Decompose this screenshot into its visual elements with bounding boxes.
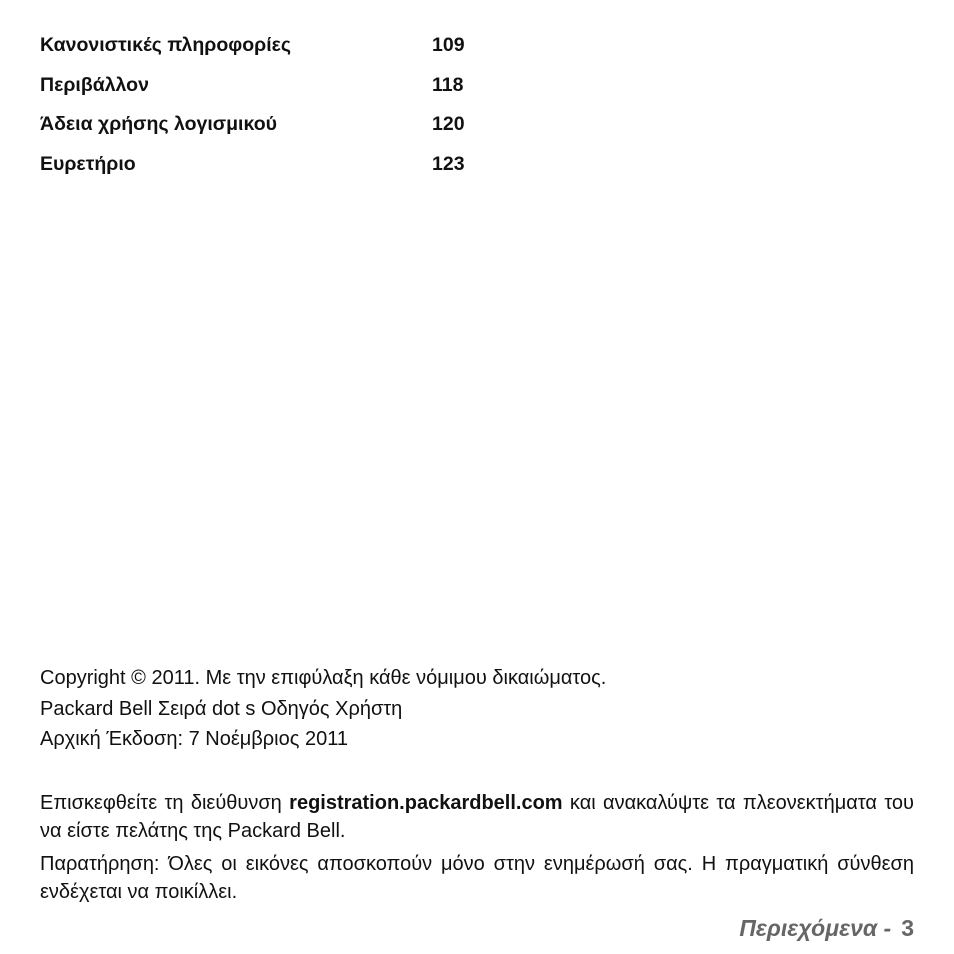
footer-section-title: Περιεχόμενα - — [739, 915, 892, 941]
table-of-contents — [40, 34, 480, 192]
toc-entry-regulatory[interactable] — [40, 34, 480, 74]
toc-entry-page: 109 — [432, 34, 465, 56]
registration-text-post: και ανακαλύψτε τα πλεονεκτήματα του να είστε πελάτης της Packard Bell. — [40, 792, 914, 842]
toc-entry-title: Άδεια χρήσης λογισμικού — [40, 113, 277, 135]
registration-paragraph — [40, 790, 914, 845]
copyright-line: Copyright © 2011. Με την επιφύλαξη κάθε νόμιμου δικαιώματος. — [40, 667, 607, 689]
toc-entry-software-license[interactable] — [40, 113, 480, 153]
edition-line: Αρχική Έκδοση: 7 Νοέμβριος 2011 — [40, 728, 348, 750]
toc-entry-title: Κανονιστικές πληροφορίες — [40, 34, 292, 56]
copyright-block — [40, 663, 606, 755]
toc-entry-page: 120 — [432, 113, 465, 135]
toc-entry-title: Περιβάλλον — [40, 73, 149, 96]
note-paragraph: Παρατήρηση: Όλες οι εικόνες αποσκοπούν μόνο στην ενημέρωσή σας. Η πραγματική σύνθεση ενδέχεται να ποικίλλει. — [40, 853, 914, 903]
toc-entry-index[interactable] — [40, 153, 480, 193]
toc-entry-page: 123 — [432, 152, 465, 175]
product-guide-line: Packard Bell Σειρά dot s Οδηγός Χρήστη — [40, 697, 403, 720]
toc-entry-environment[interactable] — [40, 74, 480, 114]
page-number: 3 — [901, 915, 914, 941]
toc-entry-page: 118 — [432, 73, 464, 96]
page-footer — [739, 915, 914, 942]
registration-link[interactable]: registration.packardbell.com — [289, 792, 563, 814]
toc-entry-title: Ευρετήριο — [40, 152, 136, 175]
registration-text-pre: Επισκεφθείτε τη διεύθυνση — [40, 792, 290, 814]
